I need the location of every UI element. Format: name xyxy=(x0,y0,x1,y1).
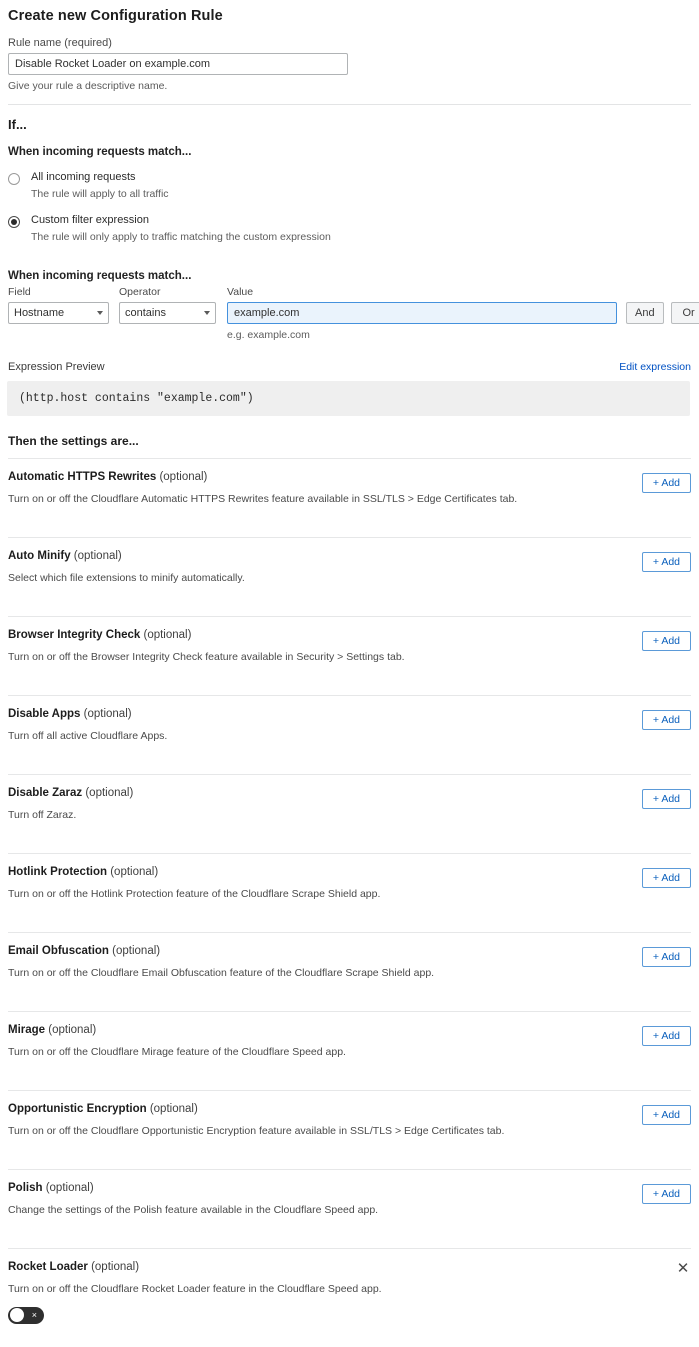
remove-setting-icon-rocket-loader[interactable]: ✕ xyxy=(676,1259,690,1277)
setting-row-auto-minify xyxy=(8,537,691,616)
setting-title xyxy=(8,708,167,720)
setting-row-automatic-https-rewrites xyxy=(8,458,691,537)
rule-name-input[interactable] xyxy=(8,53,348,75)
setting-description: Change the settings of the Polish feature available in the Cloudflare Speed app. xyxy=(8,1203,379,1216)
setting-title-text: Browser Integrity Check xyxy=(8,628,141,641)
page-title: Create new Configuration Rule xyxy=(8,8,223,24)
setting-title xyxy=(8,471,517,483)
setting-title-text: Opportunistic Encryption xyxy=(8,1102,147,1115)
setting-optional-text: (optional) xyxy=(107,865,159,878)
setting-row-rocket-loader xyxy=(8,1248,691,1337)
setting-description: Turn off all active Cloudflare Apps. xyxy=(8,729,168,742)
setting-title-text: Auto Minify xyxy=(8,549,71,562)
then-settings-heading: Then the settings are... xyxy=(8,433,139,448)
radio-icon-all-requests[interactable] xyxy=(8,173,20,185)
radio-label-all-requests: All incoming requests xyxy=(31,171,136,183)
setting-title xyxy=(8,866,380,878)
value-input[interactable] xyxy=(227,302,617,324)
setting-description: Turn on or off the Cloudflare Automatic HTTPS Rewrites feature available in SSL/TLS > Edge Certificates tab. xyxy=(8,492,518,505)
and-button[interactable]: And xyxy=(626,302,664,324)
setting-description: Turn on or off the Cloudflare Rocket Loader feature in the Cloudflare Speed app. xyxy=(8,1282,382,1295)
setting-row-hotlink-protection xyxy=(8,853,691,932)
close-icon-toggle: × xyxy=(31,1309,37,1320)
add-button-disable-apps[interactable]: + Add xyxy=(642,710,691,730)
setting-optional-text: (optional) xyxy=(45,1023,97,1036)
value-column-label: Value xyxy=(227,285,254,298)
match-label: When incoming requests match... xyxy=(8,146,192,158)
setting-title-text: Mirage xyxy=(8,1023,46,1036)
setting-description: Turn on or off the Cloudflare Email Obfuscation feature of the Cloudflare Scrape Shield app. xyxy=(8,966,435,979)
expression-preview-title: Expression Preview xyxy=(8,360,105,373)
divider-top xyxy=(8,104,691,105)
expression-preview-box: (http.host contains "example.com") xyxy=(7,381,690,416)
setting-optional-text: (optional) xyxy=(82,786,134,799)
setting-title xyxy=(8,1182,378,1194)
settings-list xyxy=(8,458,691,1337)
configuration-rule-form xyxy=(0,8,699,1347)
setting-title-text: Hotlink Protection xyxy=(8,865,108,878)
setting-description: Select which file extensions to minify automatically. xyxy=(8,571,245,584)
setting-optional-text: (optional) xyxy=(87,1260,140,1273)
setting-row-disable-apps xyxy=(8,695,691,774)
setting-optional-text: (optional) xyxy=(156,470,208,483)
setting-optional-text: (optional) xyxy=(108,944,161,957)
radio-option-custom-filter[interactable] xyxy=(8,214,691,244)
radio-desc-custom-filter: The rule will only apply to traffic matching the custom expression xyxy=(31,230,331,243)
setting-description: Turn on or off the Hotlink Protection feature of the Cloudflare Scrape Shield app. xyxy=(8,887,381,900)
setting-title-text: Automatic HTTPS Rewrites xyxy=(8,470,157,483)
setting-description: Turn on or off the Browser Integrity Check feature available in Security > Settings tab. xyxy=(8,650,405,663)
setting-description: Turn on or off the Cloudflare Mirage feature of the Cloudflare Speed app. xyxy=(8,1045,346,1058)
radio-label-custom-filter: Custom filter expression xyxy=(31,213,149,226)
setting-optional-text: (optional) xyxy=(70,549,122,562)
rule-name-help: Give your rule a descriptive name. xyxy=(8,80,168,92)
setting-optional-text: (optional) xyxy=(140,628,192,641)
bottom-spacer xyxy=(8,1337,691,1347)
add-button-disable-zaraz[interactable]: + Add xyxy=(642,789,691,809)
setting-description: Turn off Zaraz. xyxy=(8,808,77,821)
setting-title xyxy=(8,1261,382,1273)
operator-select[interactable] xyxy=(119,302,216,324)
add-button-polish[interactable]: + Add xyxy=(642,1184,691,1204)
setting-row-mirage xyxy=(8,1011,691,1090)
add-button-mirage[interactable]: + Add xyxy=(642,1026,691,1046)
setting-optional-text: (optional) xyxy=(146,1102,198,1115)
edit-expression-link[interactable]: Edit expression xyxy=(619,360,691,373)
or-button[interactable]: Or xyxy=(671,302,699,324)
radio-icon-custom-filter[interactable] xyxy=(8,216,20,228)
setting-title xyxy=(8,629,405,641)
setting-row-polish xyxy=(8,1169,691,1248)
setting-title xyxy=(8,1024,346,1036)
setting-title-text: Rocket Loader xyxy=(8,1260,88,1273)
setting-title-text: Email Obfuscation xyxy=(8,944,109,957)
if-section-heading: If... xyxy=(8,117,27,132)
setting-row-email-obfuscation xyxy=(8,932,691,1011)
setting-description: Turn on or off the Cloudflare Opportunistic Encryption feature available in SSL/TLS > Edge Certificates tab. xyxy=(8,1124,505,1137)
field-column-label: Field xyxy=(8,285,31,298)
radio-option-all-requests[interactable] xyxy=(8,171,691,201)
setting-optional-text: (optional) xyxy=(42,1181,94,1194)
add-button-automatic-https-rewrites[interactable]: + Add xyxy=(642,473,691,493)
setting-row-opportunistic-encryption xyxy=(8,1090,691,1169)
setting-title xyxy=(8,1103,504,1115)
add-button-opportunistic-encryption[interactable]: + Add xyxy=(642,1105,691,1125)
setting-title-text: Polish xyxy=(8,1181,43,1194)
rocket-loader-toggle[interactable] xyxy=(8,1307,44,1324)
filter-row xyxy=(8,285,695,341)
expression-header xyxy=(8,361,691,373)
setting-title xyxy=(8,787,133,799)
setting-title-text: Disable Apps xyxy=(8,707,81,720)
toggle-knob xyxy=(10,1308,24,1322)
setting-optional-text: (optional) xyxy=(80,707,132,720)
field-select[interactable] xyxy=(8,302,109,324)
setting-title xyxy=(8,945,434,957)
add-button-auto-minify[interactable]: + Add xyxy=(642,552,691,572)
add-button-email-obfuscation[interactable]: + Add xyxy=(642,947,691,967)
radio-desc-all-requests: The rule will apply to all traffic xyxy=(31,187,169,200)
setting-row-disable-zaraz xyxy=(8,774,691,853)
setting-title xyxy=(8,550,245,562)
filter-match-label: When incoming requests match... xyxy=(8,269,192,282)
setting-row-browser-integrity-check xyxy=(8,616,691,695)
add-button-hotlink-protection[interactable]: + Add xyxy=(642,868,691,888)
setting-title-text: Disable Zaraz xyxy=(8,786,83,799)
add-button-browser-integrity-check[interactable]: + Add xyxy=(642,631,691,651)
value-hint: e.g. example.com xyxy=(227,328,310,341)
rule-name-label: Rule name (required) xyxy=(8,37,112,49)
operator-column-label: Operator xyxy=(119,285,161,298)
